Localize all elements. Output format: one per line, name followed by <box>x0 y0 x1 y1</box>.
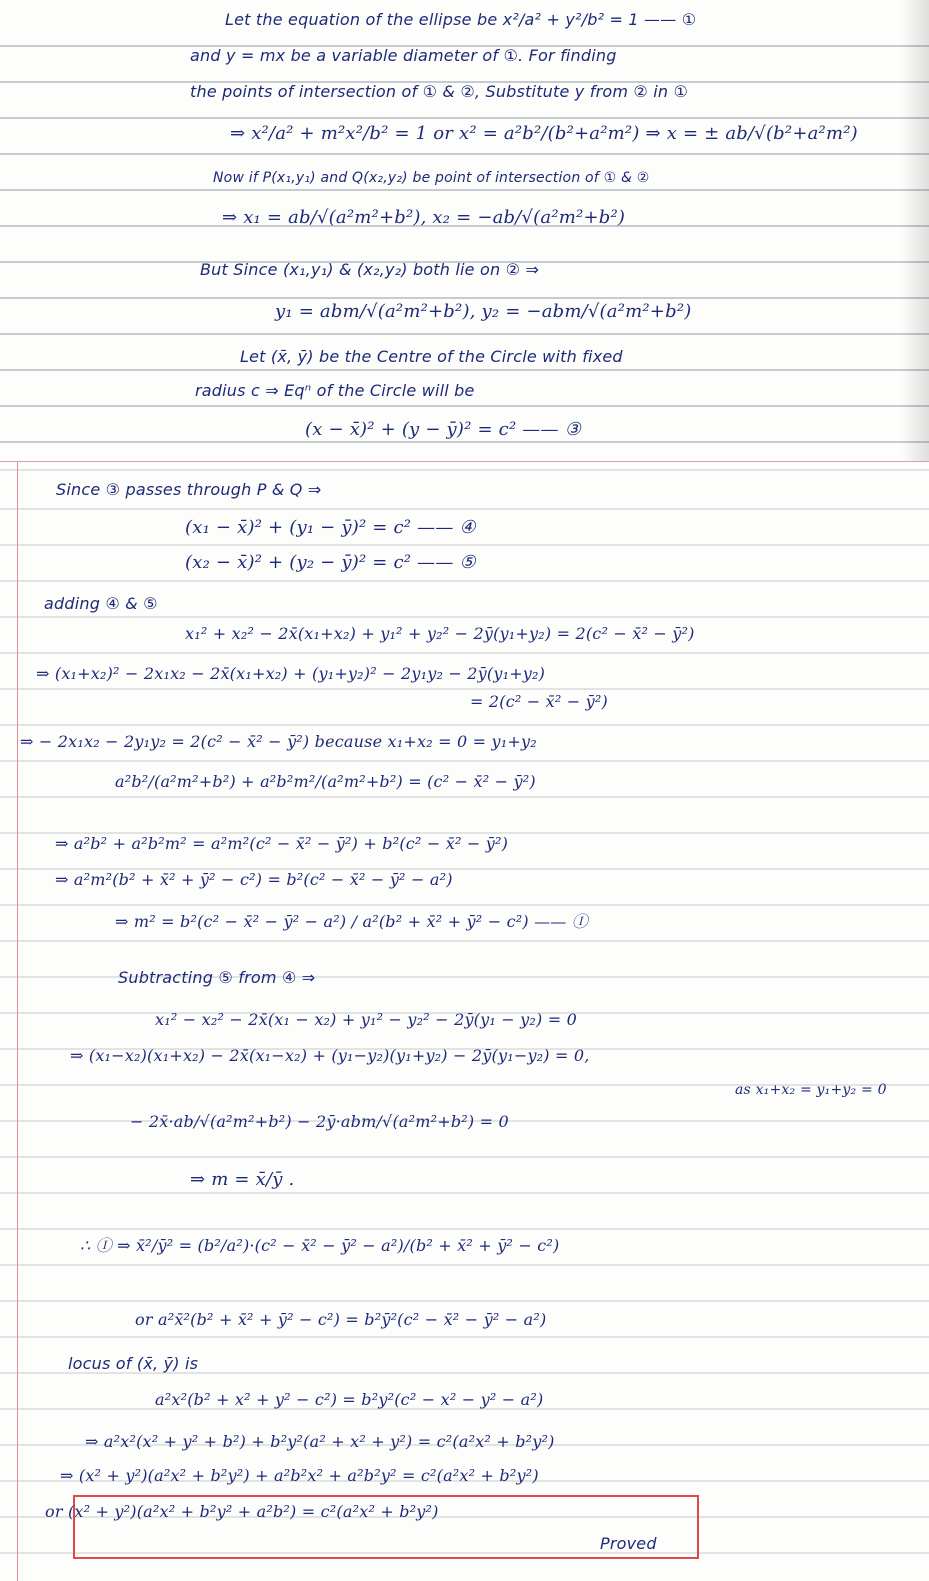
equation-line: as x₁+x₂ = y₁+y₂ = 0 <box>735 1082 887 1098</box>
equation-line: ⇒ m² = b²(c² − x̄² − ȳ² − a²) / a²(b² + x̄² + ȳ² − c²) —— Ⓘ <box>115 912 588 931</box>
proved-label: Proved <box>600 1534 657 1553</box>
text-line: Now if P(x₁,y₁) and Q(x₂,y₂) be point of intersection of ① & ② <box>213 170 650 186</box>
equation-line: (x₁ − x̄)² + (y₁ − ȳ)² = c² —— ④ <box>185 517 476 538</box>
equation-line: ⇒ a²x²(x² + y² + b²) + b²y²(a² + x² + y²) = c²(a²x² + b²y²) <box>85 1432 555 1451</box>
page-edge-shadow <box>901 0 929 462</box>
equation-line: ⇒ x₁ = ab/√(a²m²+b²), x₂ = −ab/√(a²m²+b²) <box>222 207 626 228</box>
equation-line: ⇒ a²b² + a²b²m² = a²m²(c² − x̄² − ȳ²) + b²(c² − x̄² − ȳ²) <box>55 834 509 853</box>
text-line: locus of (x̄, ȳ) is <box>68 1354 199 1373</box>
text-line: adding ④ & ⑤ <box>44 594 158 613</box>
text-line: and y = mx be a variable diameter of ①. For finding <box>190 46 617 65</box>
text-line: Since ③ passes through P & Q ⇒ <box>56 480 322 499</box>
equation-line: ⇒ − 2x₁x₂ − 2y₁y₂ = 2(c² − x̄² − ȳ²) because x₁+x₂ = 0 = y₁+y₂ <box>20 732 537 751</box>
equation-line: ⇒ x²/a² + m²x²/b² = 1 or x² = a²b²/(b²+a²m²) ⇒ x = ± ab/√(b²+a²m²) <box>230 123 858 144</box>
text-line: Subtracting ⑤ from ④ ⇒ <box>118 968 316 987</box>
equation-line: (x₂ − x̄)² + (y₂ − ȳ)² = c² —— ⑤ <box>185 552 476 573</box>
equation-line: (x − x̄)² + (y − ȳ)² = c² —— ③ <box>305 419 581 440</box>
equation-line: y₁ = abm/√(a²m²+b²), y₂ = −abm/√(a²m²+b²) <box>275 301 692 322</box>
equation-line: x₁² − x₂² − 2x̄(x₁ − x₂) + y₁² − y₂² − 2ȳ(y₁ − y₂) = 0 <box>155 1010 578 1029</box>
equation-line: − 2x̄·ab/√(a²m²+b²) − 2ȳ·abm/√(a²m²+b²) = 0 <box>130 1112 509 1131</box>
equation-line: ⇒ (x₁−x₂)(x₁+x₂) − 2x̄(x₁−x₂) + (y₁−y₂)(y₁+y₂) − 2ȳ(y₁−y₂) = 0, <box>70 1046 590 1065</box>
text-line: Let (x̄, ȳ) be the Centre of the Circle with fixed <box>240 347 623 366</box>
equation-line: ⇒ (x₁+x₂)² − 2x₁x₂ − 2x̄(x₁+x₂) + (y₁+y₂)² − 2y₁y₂ − 2ȳ(y₁+y₂) <box>36 664 546 683</box>
margin-line <box>17 462 18 1581</box>
text-line: radius c ⇒ Eqⁿ of the Circle will be <box>195 381 475 400</box>
equation-line: or a²x̄²(b² + x̄² + ȳ² − c²) = b²ȳ²(c² − x̄² − ȳ² − a²) <box>135 1310 547 1329</box>
text-line: But Since (x₁,y₁) & (x₂,y₂) both lie on ② ⇒ <box>200 260 540 279</box>
equation-line: ⇒ m = x̄/ȳ . <box>190 1169 295 1190</box>
equation-line: a²b²/(a²m²+b²) + a²b²m²/(a²m²+b²) = (c² − x̄² − ȳ²) <box>115 772 536 791</box>
equation-line: ⇒ (x² + y²)(a²x² + b²y²) + a²b²x² + a²b²y² = c²(a²x² + b²y²) <box>60 1466 539 1485</box>
equation-line: ⇒ a²m²(b² + x̄² + ȳ² − c²) = b²(c² − x̄² − ȳ² − a²) <box>55 870 453 889</box>
equation-line: x₁² + x₂² − 2x̄(x₁+x₂) + y₁² + y₂² − 2ȳ(y₁+y₂) = 2(c² − x̄² − ȳ²) <box>185 624 695 643</box>
equation-line: = 2(c² − x̄² − ȳ²) <box>470 692 608 711</box>
equation-line: ∴ Ⓘ ⇒ x̄²/ȳ² = (b²/a²)·(c² − x̄² − ȳ² − a²)/(b² + x̄² + ȳ² − c²) <box>80 1236 560 1255</box>
text-line: Let the equation of the ellipse be x²/a² + y²/b² = 1 —— ① <box>225 10 697 29</box>
text-line: the points of intersection of ① & ②, Substitute y from ② in ① <box>190 82 689 101</box>
final-result-line: or (x² + y²)(a²x² + b²y² + a²b²) = c²(a²x² + b²y²) <box>45 1502 439 1521</box>
equation-line: a²x²(b² + x² + y² − c²) = b²y²(c² − x² − y² − a²) <box>155 1390 544 1409</box>
